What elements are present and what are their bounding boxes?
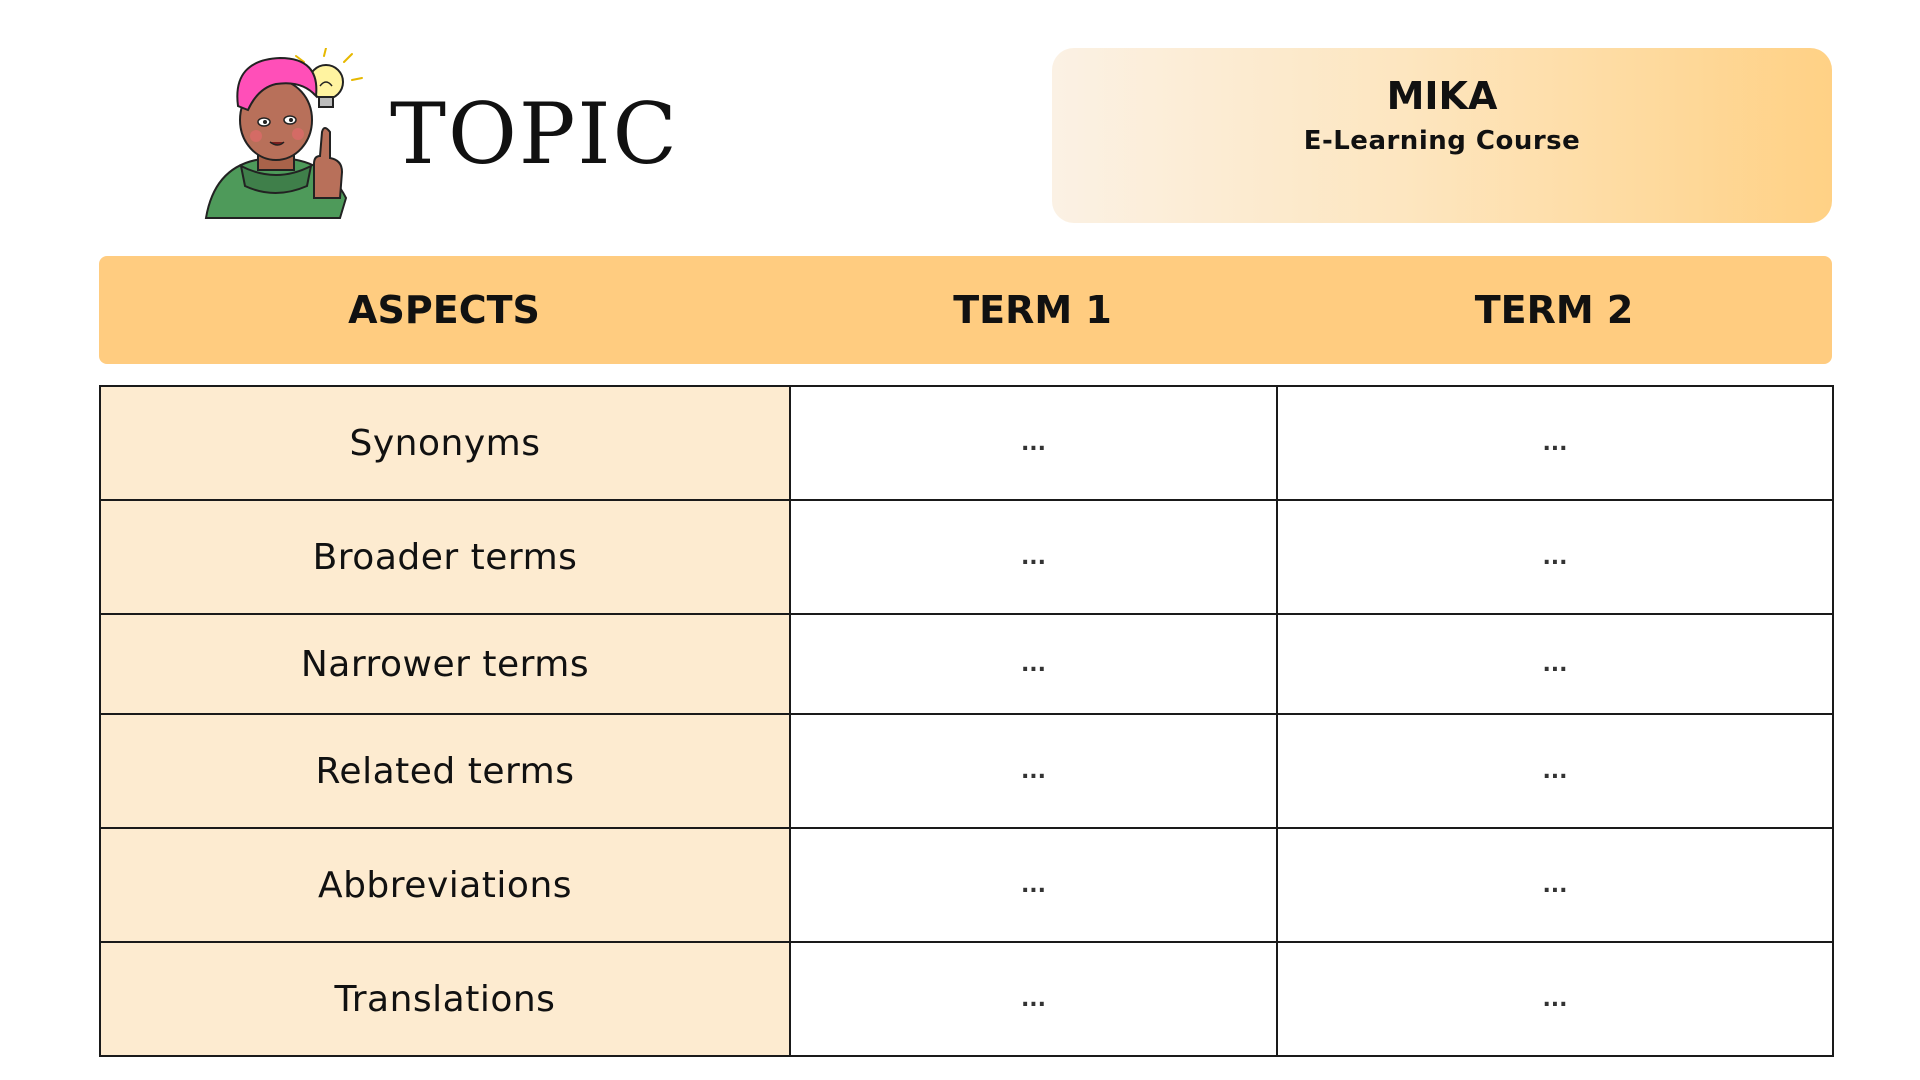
aspect-cell: Broader terms [100,500,790,614]
mascot-illustration [196,48,366,228]
term-2-cell: ... [1277,386,1833,500]
page-title: TOPIC [390,85,679,183]
term-2-cell: ... [1277,828,1833,942]
term-2-cell: ... [1277,942,1833,1056]
term-2-cell: ... [1277,714,1833,828]
column-header-aspects: ASPECTS [348,288,540,332]
table-header-bar [99,256,1832,364]
course-name: MIKA [1386,74,1498,118]
term-2-cell: ... [1277,614,1833,714]
column-header-term-2: TERM 2 [1474,288,1634,332]
table-row [100,614,1833,714]
course-subtitle: E-Learning Course [1303,125,1581,156]
term-1-cell: ... [790,386,1277,500]
table-row [100,828,1833,942]
table-row [100,500,1833,614]
term-1-cell: ... [790,942,1277,1056]
term-1-cell: ... [790,614,1277,714]
term-1-cell: ... [790,828,1277,942]
term-2-cell: ... [1277,500,1833,614]
aspect-cell: Related terms [100,714,790,828]
course-card [1052,48,1832,223]
table-row [100,714,1833,828]
aspect-cell: Synonyms [100,386,790,500]
term-1-cell: ... [790,500,1277,614]
aspect-cell: Narrower terms [100,614,790,714]
table-row [100,386,1833,500]
table-row [100,942,1833,1056]
column-header-term-1: TERM 1 [953,288,1112,332]
comparison-table [99,385,1834,1057]
aspect-cell: Translations [100,942,790,1056]
term-1-cell: ... [790,714,1277,828]
aspect-cell: Abbreviations [100,828,790,942]
